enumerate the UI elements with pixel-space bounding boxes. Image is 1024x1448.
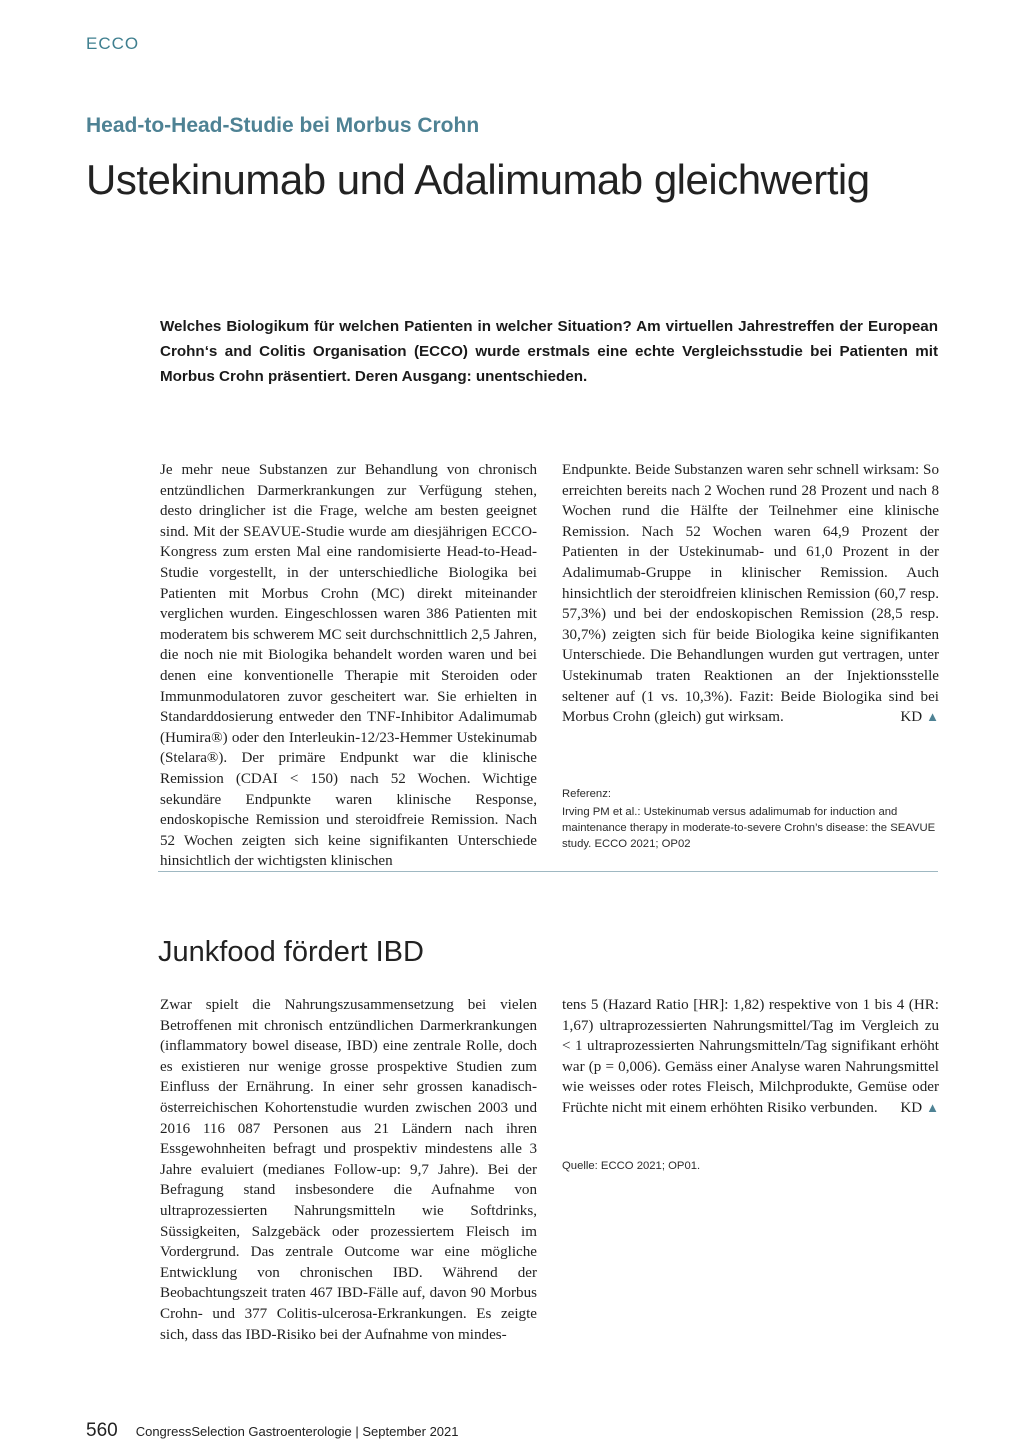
article1-column-left (160, 460, 537, 872)
article2-column-right (562, 995, 939, 1119)
reference-block (562, 786, 939, 852)
article2-title: Junkfood fördert IBD (158, 936, 424, 968)
page-number: 560 (86, 1420, 118, 1441)
lead-paragraph: Welches Biologikum für welchen Patienten in welcher Situation? Am virtuellen Jahrestreffen der European Crohn‘s and Colitis Organisation (ECCO) wurde erstmals eine echte Vergleichsstudie bei Patienten mit Morbus Crohn präsentiert. Deren Ausgang: unentschieden. (160, 318, 938, 385)
article2-text-right (562, 995, 939, 1119)
triangle-up-icon: ▲ (926, 709, 939, 725)
article2-signature-text: KD (900, 1099, 923, 1116)
article-kicker: Head-to-Head-Studie bei Morbus Crohn (86, 114, 480, 137)
triangle-up-icon: ▲ (926, 1099, 939, 1115)
page-footer (86, 1420, 459, 1442)
article1-text-right (562, 460, 939, 728)
section-label: ECCO (86, 34, 140, 53)
article1-signature (900, 707, 939, 728)
article2-column-left (160, 995, 537, 1345)
article1-text-left: Je mehr neue Substanzen zur Behandlung von chronisch entzündlichen Darmerkrankungen zur Verfügung stehen, desto dringlicher ist die Frage, welche am besten geeignet sind. Mit der SEAVUE-Studie wurde am diesjährigen ECCO-Kongress zum ersten Mal eine randomisierte Head-to-Head-Studie vorgestellt, in der unterschiedliche Biologika bei Patienten mit Morbus Crohn (MC) direkt miteinander verglichen wurden. Eingeschlossen waren 386 Patienten mit moderatem bis schwerem MC seit durchschnittlich 2,5 Jahren, die noch nie mit Biologika behandelt worden waren und bei denen eine konventionelle Therapie mit Steroiden oder Immunmodulatoren zuvor gescheitert war. Sie erhielten in Standarddosierung entweder den TNF-Inhibitor Adalimumab (Humira®) oder den Interleukin-12/23-Hemmer Ustekinumab (Stelara®). Der primäre Endpunkt war die klinische Remission (CDAI < 150) nach 52 Wochen. Wichtige sekundäre Endpunkte waren klinische Response, endoskopische Remission und steroidfreie Remission. Nach 52 Wochen zeigten sich keine signifikanten Unterschiede hinsichtlich der wichtigsten klinischen (160, 462, 537, 870)
page-title: Ustekinumab und Adalimumab gleichwertig (86, 156, 870, 203)
article2-text-left: Zwar spielt die Nahrungszusammensetzung bei vielen Betroffenen mit chronisch entzündlichen Darmerkrankungen (inflammatory bowel disease, IBD) eine zentrale Rolle, doch es existieren nur wenige grosse prospektive Studien zum Einfluss der Ernährung. In einer sehr grossen kanadisch-österreichischen Kohortenstudie wurden zwischen 2003 und 2016 116 087 Personen aus 21 Ländern nach ihren Essgewohnheiten befragt und prospektiv mindestens alle 3 Jahre evaluiert (medianes Follow-up: 9,7 Jahre). Bei der Befragung stand insbesondere die Aufnahme von ultraprozessierten Nahrungsmitteln wie Softdrinks, Süssigkeiten, Salzgebäck oder prozessiertem Fleisch im Vordergrund. Das zentrale Outcome war eine mögliche Entwicklung von chronischen IBD. Während der Beobachtungszeit traten 467 IBD-Fälle auf, davon 90 Morbus Crohn- und 377 Colitis-ulcerosa-Erkrankungen. Es zeigte sich, dass das IBD-Risiko bei der Aufnahme von mindes- (160, 997, 537, 1343)
article2-text-right-body: tens 5 (Hazard Ratio [HR]: 1,82) respektive von 1 bis 4 (HR: 1,67) ultraprozessierten Nahrungsmittel/Tag im Vergleich zu < 1 ultraprozessierten Nahrungsmitteln/Tag signifikant erhöht war (p = 0,006). Gemäss einer Analyse waren Nahrungsmittel wie weisses oder rotes Fleisch, Milchprodukte, Gemüse oder Früchte nicht mit einem erhöhten Risiko verbunden. (562, 997, 939, 1116)
article1-text-right-body: Endpunkte. Beide Substanzen waren sehr schnell wirksam: So erreichten bereits nach 2 Wochen rund 28 Prozent und nach 8 Wochen rund die Hälfte der Teilnehmer eine klinische Remission. Nach 52 Wochen waren 64,9 Prozent der Patienten in der Ustekinumab- und 61,0 Prozent in der Adalimumab-Gruppe in klinischer Remission. Auch hinsichtlich der steroidfreien klinischen Remission (60,7 resp. 57,3%) und bei der endoskopischen Remission (28,5 resp. 30,7%) zeigten sich für beide Biologika keine signifikanten Unterschiede. Die Behandlungen wurden gut vertragen, unter Ustekinumab traten Reaktionen an der Injektionsstelle seltener auf (1 vs. 10,3%). Fazit: Beide Biologika sind bei Morbus Crohn (gleich) gut wirksam. (562, 462, 939, 726)
article1-column-right (562, 460, 939, 728)
reference-label: Referenz: (562, 788, 611, 800)
article2-signature (900, 1098, 939, 1119)
publication-info: CongressSelection Gastroenterologie | September 2021 (135, 1424, 459, 1439)
article1-signature-text: KD (900, 709, 923, 726)
reference-text: Irving PM et al.: Ustekinumab versus adalimumab for induction and maintenance therapy in moderate-to-severe Crohn’s disease: the SEAVUE study. ECCO 2021; OP02 (562, 806, 936, 850)
section-divider (158, 871, 938, 872)
source-note: Quelle: ECCO 2021; OP01. (562, 1160, 701, 1172)
